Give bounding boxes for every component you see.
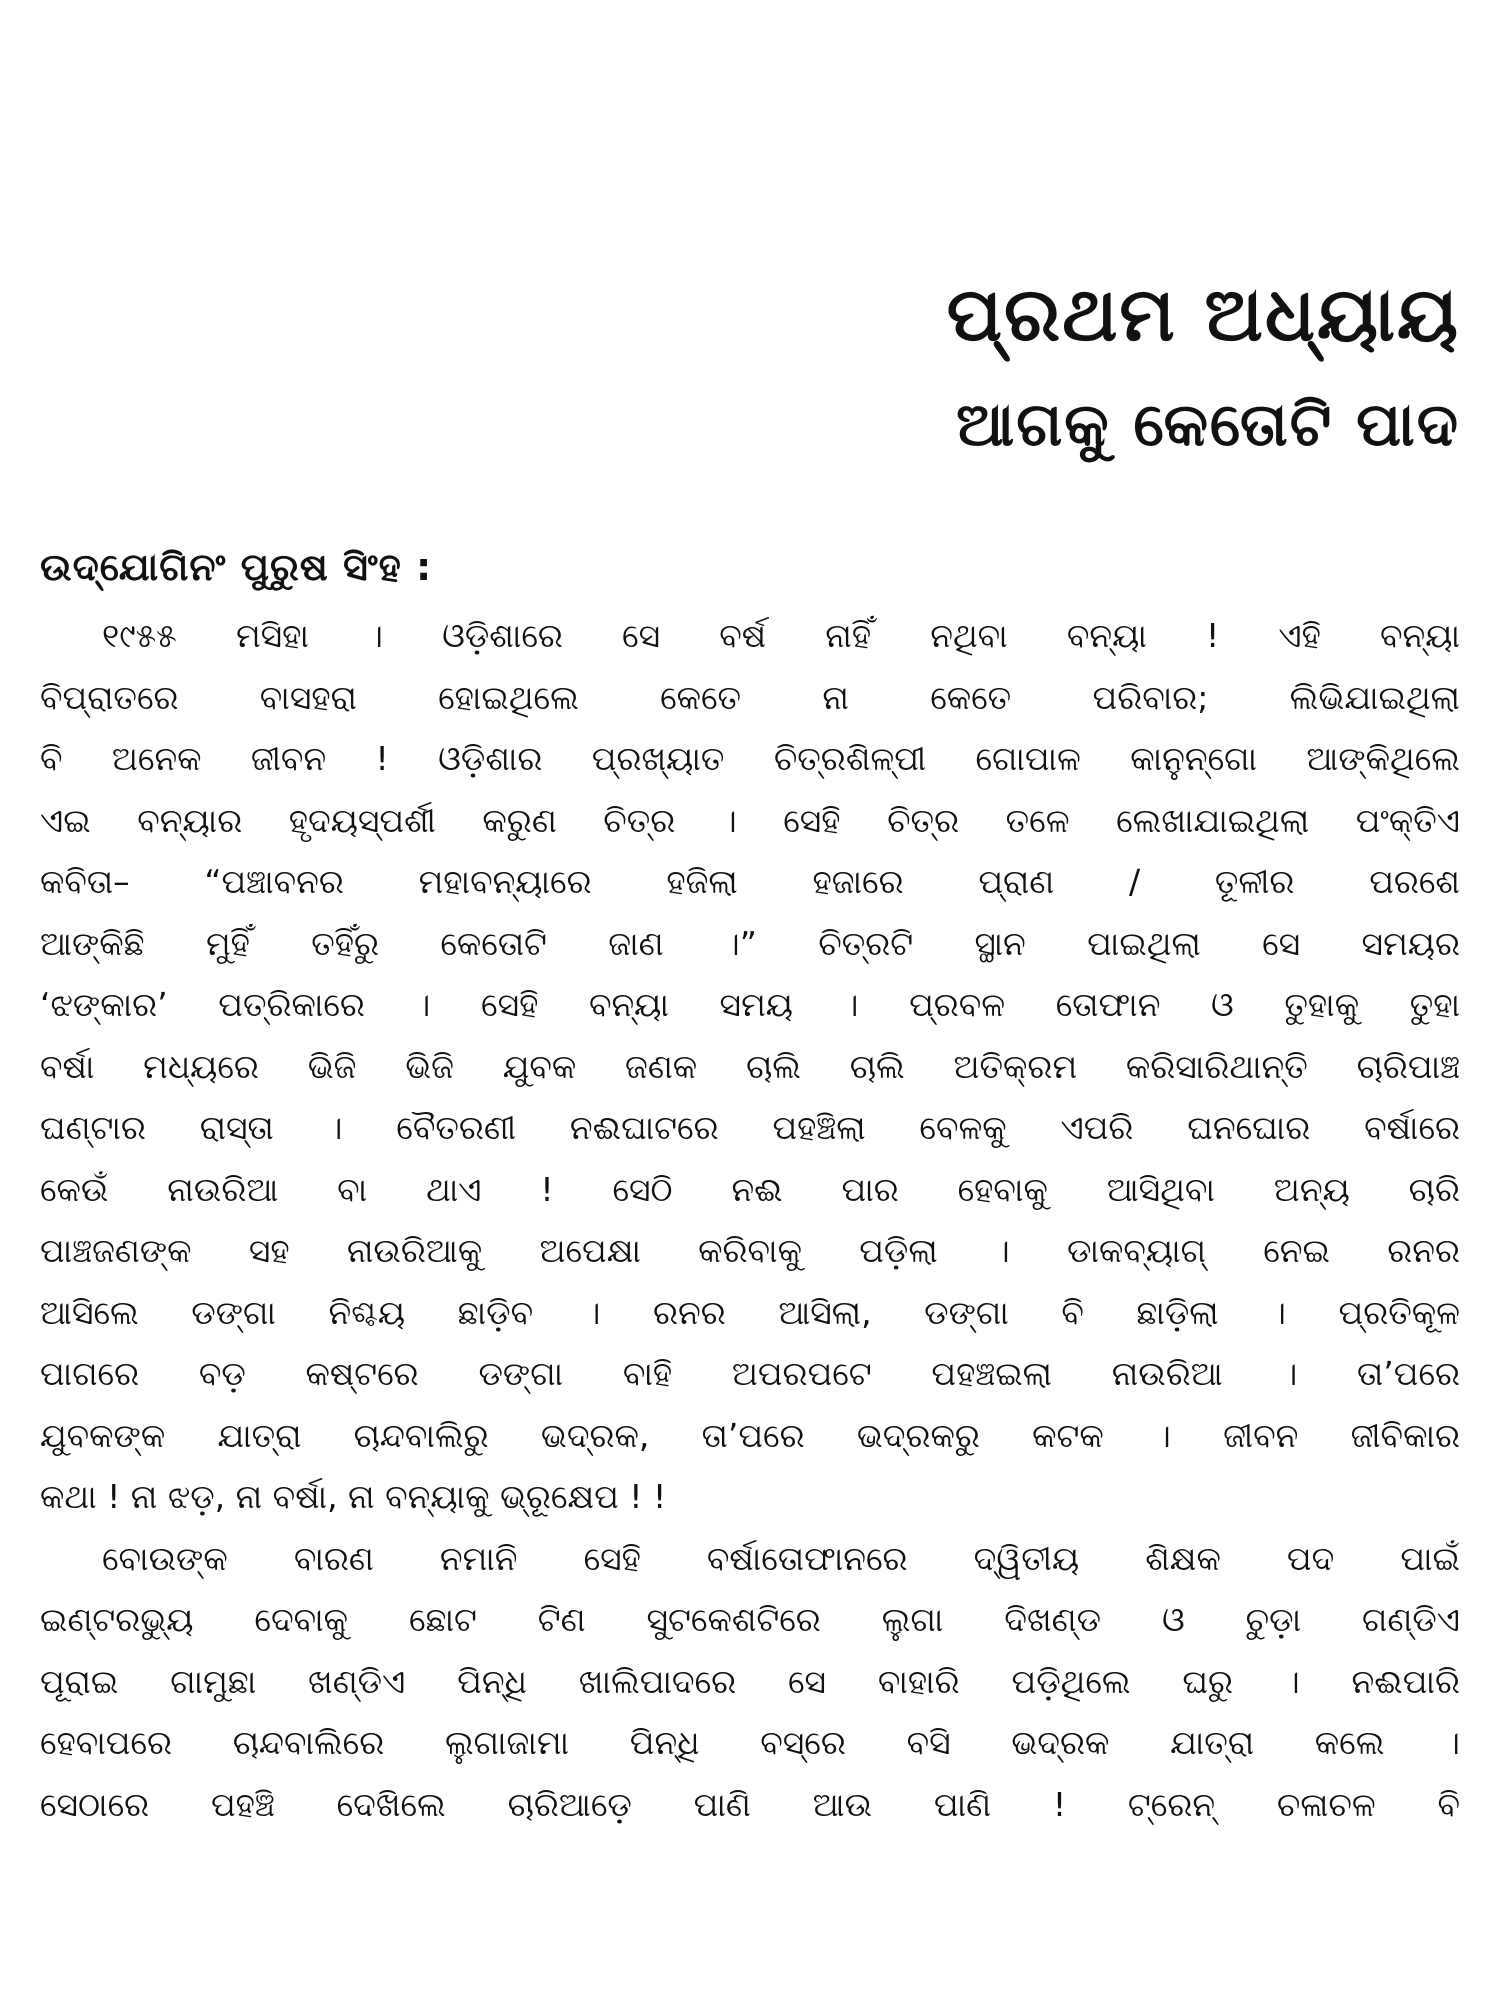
text-line: କେଉଁ ନାଉରିଆ ବା ଥାଏ ! ସେଠି ନଈ ପାର ହେବାକୁ ଆସିଥିବା ଅନ୍ୟ ଚାରି xyxy=(40,1169,1460,1209)
text-line: ସେଠାରେ ପହଞ୍ଚି ଦେଖିଲେ ଚାରିଆଡ଼େ ପାଣି ଆଉ ପାଣି ! ଟ୍ରେନ୍ ଚଳାଚଳ ବି xyxy=(40,1784,1460,1824)
text-line: ବିପ୍ରାତରେ ବାସହରା ହୋଇଥିଲେ କେତେ ନା କେତେ ପରିବାର; ଲିଭିଯାଇଥିଲା xyxy=(40,677,1460,717)
chapter-title: ପ୍ରଥମ ଅଧ୍ୟାୟ xyxy=(946,272,1460,358)
text-line: ‘ଝଙ୍କାର’ ପତ୍ରିକାରେ । ସେହି ବନ୍ୟା ସମୟ । ପ୍ରବଳ ତୋଫାନ ଓ ତୁହାକୁ ତୁହା xyxy=(40,985,1460,1024)
text-line: ବି ଅନେକ ଜୀବନ ! ଓଡ଼ିଶାର ପ୍ରଖ୍ୟାତ ଚିତ୍ରଶିଳ୍ପୀ ଗୋପାଳ କାନୁନ୍‌ଗୋ ଆଙ୍କିଥିଲେ xyxy=(40,739,1460,778)
text-line: ଏଇ ବନ୍ୟାର ହୃଦୟସ୍ପର୍ଶୀ କରୁଣ ଚିତ୍ର । ସେହି ଚିତ୍ର ତଳେ ଲେଖାଯାଇଥିଲା ପଂକ୍ତିଏ xyxy=(40,800,1460,840)
text-line: ହେବାପରେ ଚାନ୍ଦବାଲିରେ ଲୁଗାଜାମା ପିନ୍ଧି ବସ୍‌ରେ ବସି ଭଦ୍ରକ ଯାତ୍ରା କଲେ । xyxy=(40,1723,1460,1762)
text-line: ଇଣ୍ଟରଭ୍ୟୁ ଦେବାକୁ ଛୋଟ ଟିଣ ସୁଟକେଶଟିରେ ଲୁଗା ଦିଖଣ୍ଡ ଓ ଚୁଡ଼ା ଗଣ୍ଡିଏ xyxy=(40,1600,1460,1639)
section-heading: ଉଦ୍‌ଯୋଗିନଂ ପୁରୁଷ ସିଂହ : xyxy=(40,545,433,589)
text-line: ପାଞ୍ଚଜଣଙ୍କ ସହ ନାଉରିଆକୁ ଅପେକ୍ଷା କରିବାକୁ ପଡ଼ିଲା । ଡାକବ୍ୟାଗ୍ ନେଇ ରନର xyxy=(40,1231,1460,1270)
chapter-subtitle: ଆଗକୁ କେତୋଟି ପାଦ xyxy=(956,390,1460,460)
text-line: ପୂରାଇ ଗାମୁଛା ଖଣ୍ଡିଏ ପିନ୍ଧି ଖାଲିପାଦରେ ସେ ବାହାରି ପଡ଼ିଥିଲେ ଘରୁ । ନଈପାରି xyxy=(40,1661,1460,1701)
text-line: ଯୁବକଙ୍କ ଯାତ୍ରା ଚାନ୍ଦବାଲିରୁ ଭଦ୍ରକ, ତା’ପରେ ଭଦ୍ରକରୁ କଟକ । ଜୀବନ ଜୀବିକାର xyxy=(40,1415,1460,1455)
text-line: ବର୍ଷା ମଧ୍ୟରେ ଭିଜି ଭିଜି ଯୁବକ ଜଣକ ଚାଲି ଚାଲି ଅତିକ୍ରମ କରିସାରିଥାନ୍ତି ଚାରିପାଞ୍ଚ xyxy=(40,1046,1460,1086)
text-line: ପାଗରେ ବଡ଼ କଷ୍ଟରେ ଡଙ୍ଗା ବାହି ଅପରପଟେ ପହଞ୍ଚଇଲା ନାଉରିଆ । ତା’ପରେ xyxy=(40,1354,1460,1393)
text-line: ଆସିଲେ ଡଙ୍ଗା ନିଶ୍ଚୟ ଛାଡ଼ିବ । ରନର ଆସିଲା, ଡଙ୍ଗା ବି ଛାଡ଼ିଲା । ପ୍ରତିକୂଳ xyxy=(40,1292,1460,1332)
text-line: କଥା ! ନା ଝଡ଼, ନା ବର୍ଷା, ନା ବନ୍ୟାକୁ ଭ୍ରୂକ୍ଷେପ ! ! xyxy=(40,1477,667,1516)
text-line: ୧୯୫୫ ମସିହା । ଓଡ଼ିଶାରେ ସେ ବର୍ଷ ନାହିଁ ନଥିବା ବନ୍ୟା ! ଏହି ବନ୍ୟା xyxy=(102,616,1460,655)
text-line: ଆଙ୍କିଛି ମୁହିଁ ତହିଁରୁ କେତୋଟି ଜାଣ ।” ଚିତ୍ରଟି ସ୍ଥାନ ପାଇଥିଲା ସେ ସମୟର xyxy=(40,923,1460,963)
text-line: କବିତା– “ପଞ୍ଚାବନର ମହାବନ୍ୟାରେ ହଜିଲା ହଜାରେ ପ୍ରାଣ / ତୂଳୀର ପରଶେ xyxy=(40,862,1460,901)
body-text xyxy=(40,605,1460,1835)
text-line: ଘଣ୍ଟାର ରାସ୍ତା । ବୈତରଣୀ ନଈଘାଟରେ ପହଞ୍ଚିଲା ବେଳକୁ ଏପରି ଘନଘୋର ବର୍ଷାରେ xyxy=(40,1108,1460,1147)
text-line: ବୋଉଙ୍କ ବାରଣ ନମାନି ସେହି ବର୍ଷାତୋଫାନରେ ଦ୍ୱିତୀୟ ଶିକ୍ଷକ ପଦ ପାଇଁ xyxy=(102,1538,1460,1578)
